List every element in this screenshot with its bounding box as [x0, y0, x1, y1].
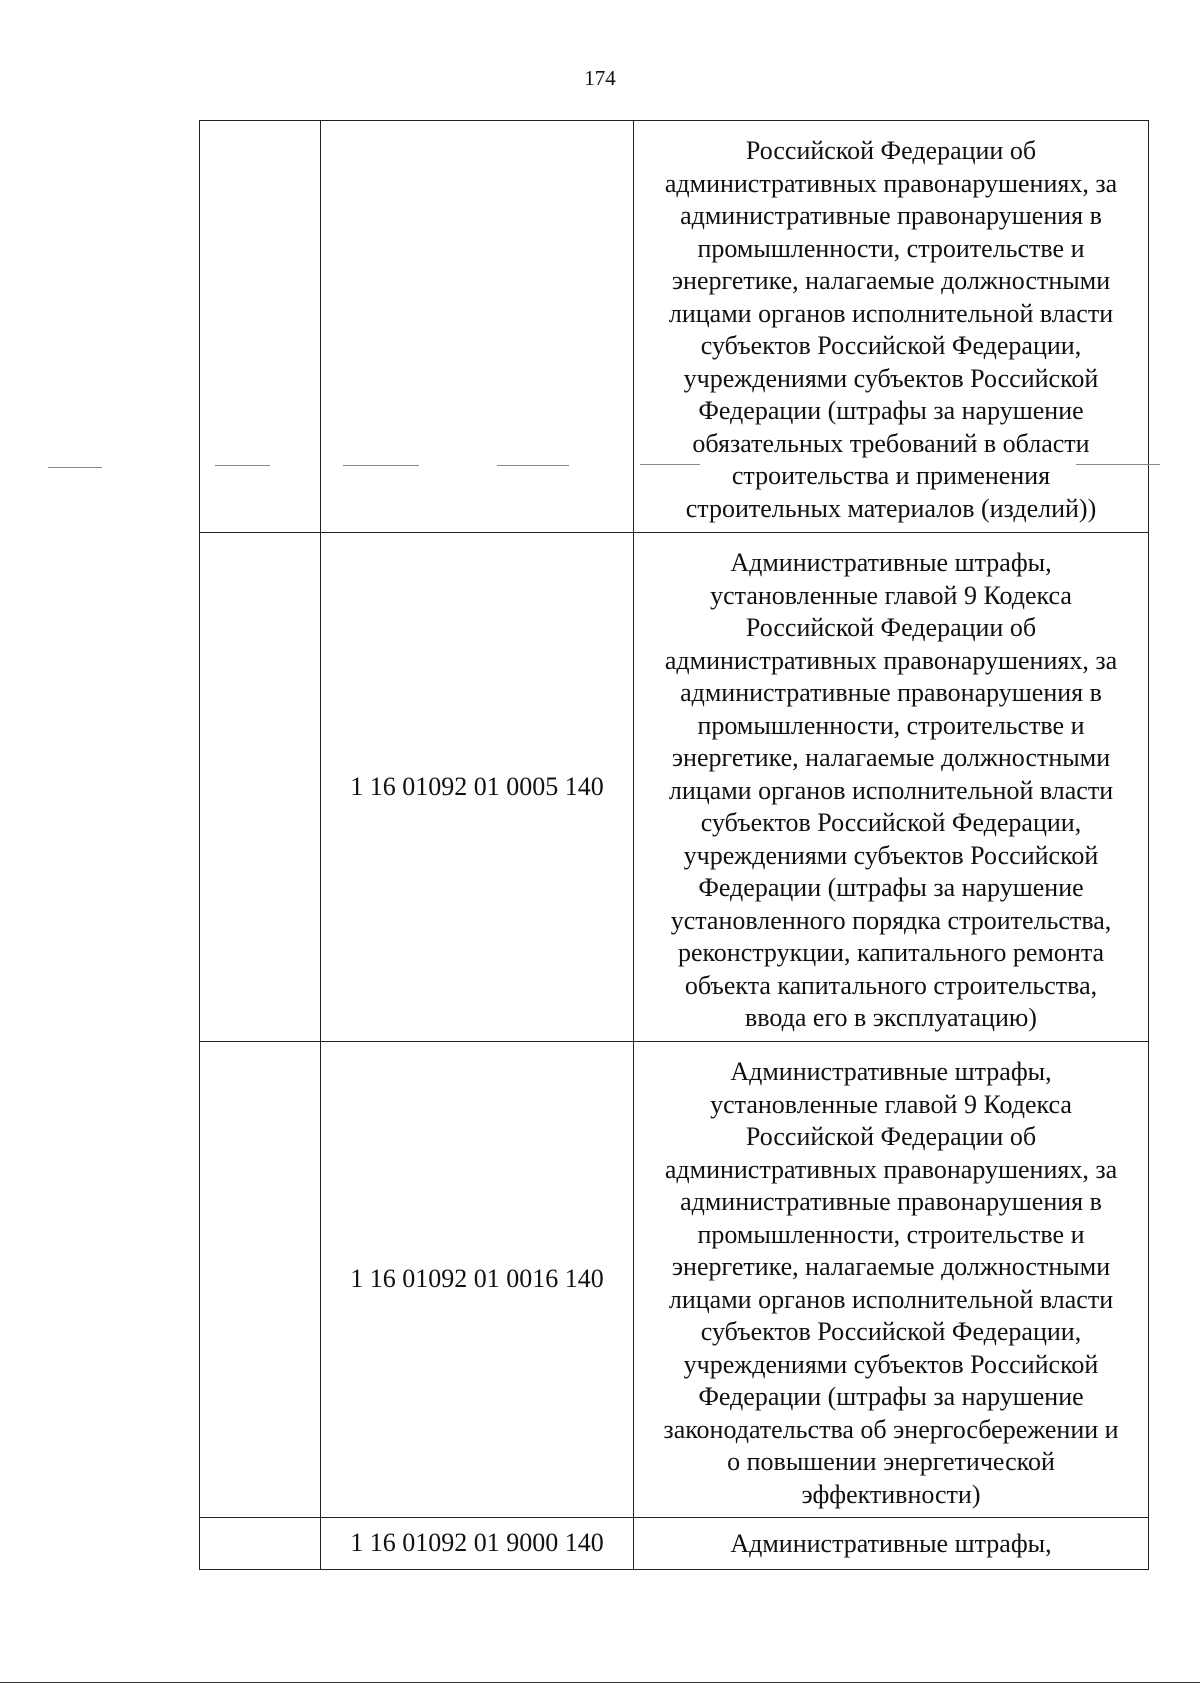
description-line: законодательства об энергосбережении и	[663, 1414, 1119, 1444]
scan-artifact-line	[343, 465, 419, 466]
description-line: административные правонарушения в	[680, 678, 1102, 707]
row-1-code-cell	[321, 121, 634, 533]
description-line: Федерации (штрафы за нарушение	[698, 873, 1084, 902]
budget-codes-table	[199, 120, 1149, 1570]
description-line: объекта капитального строительства,	[684, 970, 1098, 1000]
description-line: Административные штрафы,	[730, 548, 1052, 577]
scan-artifact-line	[1076, 464, 1160, 465]
description-line: энергетике, налагаемые должностными	[671, 266, 1111, 295]
description-line: Федерации (штрафы за нарушение	[698, 1382, 1084, 1411]
description-line: Российской Федерации об	[745, 136, 1037, 165]
description-line: субъектов Российской Федерации,	[700, 331, 1082, 360]
row-4-empty-cell	[200, 1518, 321, 1570]
row-3-description-cell	[634, 1042, 1149, 1518]
row-3-empty-cell	[200, 1042, 321, 1518]
description-line: субъектов Российской Федерации,	[700, 1317, 1082, 1346]
description-line: энергетике, налагаемые должностными	[671, 1252, 1111, 1281]
description-line: о повышении энергетической	[727, 1447, 1055, 1476]
description-line: установленные главой 9 Кодекса	[710, 580, 1072, 610]
description-line: промышленности, строительстве и	[697, 1219, 1085, 1249]
description-line: эффективности)	[801, 1479, 981, 1509]
row-3-code-cell: 1 16 01092 01 0016 140	[321, 1042, 634, 1518]
description-line: административных правонарушениях, за	[664, 645, 1118, 675]
description-line: учреждениями субъектов Российской	[683, 1349, 1099, 1379]
row-4-code-cell: 1 16 01092 01 9000 140	[321, 1518, 634, 1570]
description-line: установленные главой 9 Кодекса	[710, 1089, 1072, 1119]
description-line: строительства и применения	[731, 461, 1051, 490]
scan-artifact-line	[497, 465, 569, 466]
row-2-empty-cell	[200, 533, 321, 1042]
table-row	[200, 121, 1149, 533]
page-bottom-edge	[0, 1682, 1200, 1683]
page-number: 174	[584, 66, 616, 90]
row-4-description-cell	[634, 1518, 1149, 1570]
description-line: административные правонарушения в	[680, 201, 1102, 230]
description-line: реконструкции, капитального ремонта	[677, 938, 1105, 967]
description-line: промышленности, строительстве и	[697, 710, 1085, 740]
description-line: субъектов Российской Федерации,	[700, 808, 1082, 837]
scan-artifact-line	[640, 464, 700, 465]
description-line: строительных материалов (изделий))	[685, 493, 1097, 523]
row-1-description-cell	[634, 121, 1149, 533]
description-line: ввода его в эксплуатацию)	[745, 1003, 1037, 1032]
description-line: энергетике, налагаемые должностными	[671, 743, 1111, 772]
table-row	[200, 1518, 1149, 1570]
description-line: учреждениями субъектов Российской	[683, 363, 1099, 393]
row-2-code-cell: 1 16 01092 01 0005 140	[321, 533, 634, 1042]
description-line: административные правонарушения в	[680, 1187, 1102, 1216]
table-row	[200, 1042, 1149, 1518]
description-line: лицами органов исполнительной власти	[668, 1284, 1114, 1314]
description-line: административных правонарушениях, за	[664, 1154, 1118, 1184]
description-line: установленного порядка строительства,	[670, 905, 1112, 935]
description-line: промышленности, строительстве и	[697, 233, 1085, 263]
description-line: Российской Федерации об	[745, 613, 1037, 642]
table-row	[200, 533, 1149, 1042]
description-line: лицами органов исполнительной власти	[668, 298, 1114, 328]
row-2-description-cell	[634, 533, 1149, 1042]
scan-artifact-line	[215, 465, 270, 466]
description-line: обязательных требований в области	[692, 428, 1090, 458]
scan-artifact-line	[48, 467, 102, 468]
description-line: Административные штрафы,	[730, 1529, 1052, 1558]
description-line: административных правонарушениях, за	[664, 168, 1118, 198]
description-line: Федерации (штрафы за нарушение	[698, 396, 1084, 425]
description-line: лицами органов исполнительной власти	[668, 775, 1114, 805]
row-1-empty-cell	[200, 121, 321, 533]
description-line: учреждениями субъектов Российской	[683, 840, 1099, 870]
description-line: Российской Федерации об	[745, 1122, 1037, 1151]
description-line: Административные штрафы,	[730, 1057, 1052, 1086]
